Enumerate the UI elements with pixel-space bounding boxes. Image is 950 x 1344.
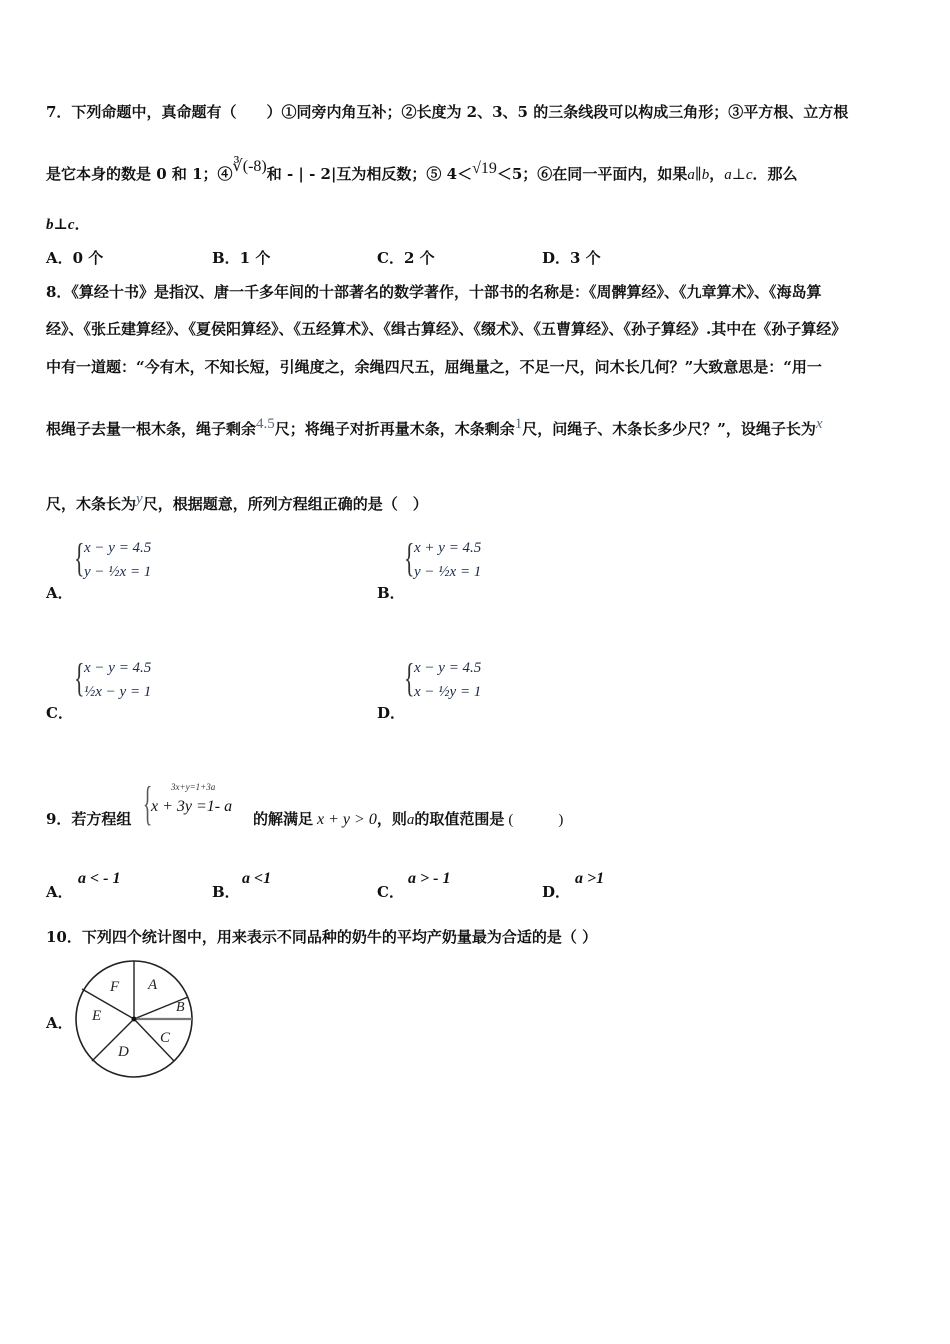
q8-line2: 经》、《张丘建算经》、《夏侯阳算经》、《五经算术》、《缉古算经》、《缀术》、《五曹算经》、《孙子算经》.其中在《孙子算经》 xyxy=(46,320,847,338)
pie-label-f: F xyxy=(110,979,120,995)
q9-option-b-label[interactable]: B． xyxy=(212,883,240,901)
q9-line: 9．若方程组 xyxy=(46,810,132,828)
q9-equation-system: { 3x+y=1+3a x + 3y =1- a xyxy=(143,777,233,830)
pie-label-b: B xyxy=(176,1000,185,1015)
pie-label-c: C xyxy=(160,1030,171,1046)
q9-line-rest: 的解满足 x + y > 0，则a的取值范围是 ( ) xyxy=(253,810,564,828)
q7-option-c[interactable]: C．2 个 xyxy=(377,249,435,267)
q7-option-d[interactable]: D．3 个 xyxy=(542,249,601,267)
q8-option-d-label[interactable]: D． xyxy=(377,704,406,722)
pie-label-d: D xyxy=(118,1044,129,1060)
pie-label-e: E xyxy=(92,1008,102,1024)
q8-line3: 中有一道题：“今有木，不知长短，引绳度之，余绳四尺五，屈绳量之，不足一尺，问木长几何？”大致意思是：“用一 xyxy=(46,358,822,376)
pie-divider xyxy=(82,989,134,1019)
q9-option-a[interactable]: a < - 1 xyxy=(78,870,121,887)
q9-option-a-label[interactable]: A． xyxy=(46,883,73,901)
pie-label-a: A xyxy=(148,977,158,993)
q8-line5: 尺，木条长为y尺，根据题意，所列方程组正确的是（ ） xyxy=(46,491,428,513)
q8-option-b-label[interactable]: B． xyxy=(377,584,405,602)
q7-line2: 是它本身的数是 0 和 1；④∛(-8)和 - | - 2|互为相反数；⑤ 4＜√19＜5；⑥在同一平面内，如果a∥b，a⊥c．那么 xyxy=(46,158,798,183)
q8-option-c-label[interactable]: C． xyxy=(46,704,73,722)
q8-line1: 8．《算经十书》是指汉、唐一千多年间的十部著名的数学著作，十部书的名称是：《周髀算经》、《九章算术》、《海岛算 xyxy=(46,283,822,301)
q10-line: 10．下列四个统计图中，用来表示不同品种的奶牛的平均产奶量最为合适的是（ ） xyxy=(46,928,598,946)
q9-option-b[interactable]: a <1 xyxy=(242,870,272,887)
q9-option-d-label[interactable]: D． xyxy=(542,883,571,901)
q7-option-a[interactable]: A．0 个 xyxy=(46,249,104,267)
q7-option-b[interactable]: B．1 个 xyxy=(212,249,271,267)
q7-line1: 7．下列命题中，真命题有（ ）①同旁内角互补；②长度为 2、3、5 的三条线段可以构成三角形；③平方根、立方根 xyxy=(46,103,849,121)
pie-center xyxy=(132,1017,137,1022)
cube-root-expression: ∛(-8) xyxy=(232,158,267,175)
q9-option-d[interactable]: a >1 xyxy=(575,870,605,887)
q9-option-c[interactable]: a > - 1 xyxy=(408,870,451,887)
q10-option-a-label[interactable]: A． xyxy=(46,1014,73,1032)
pie-chart-diagram[interactable] xyxy=(72,957,196,1081)
q8-line4: 根绳子去量一根木条，绳子剩余4.5尺；将绳子对折再量木条，木条剩余1尺，问绳子、木条长多少尺？”，设绳子长为x xyxy=(46,416,823,438)
sqrt-19: √19 xyxy=(472,160,497,177)
q8-option-a-label[interactable]: A． xyxy=(46,584,73,602)
q9-option-c-label[interactable]: C． xyxy=(377,883,404,901)
q7-line3: b⊥c． xyxy=(46,215,90,233)
